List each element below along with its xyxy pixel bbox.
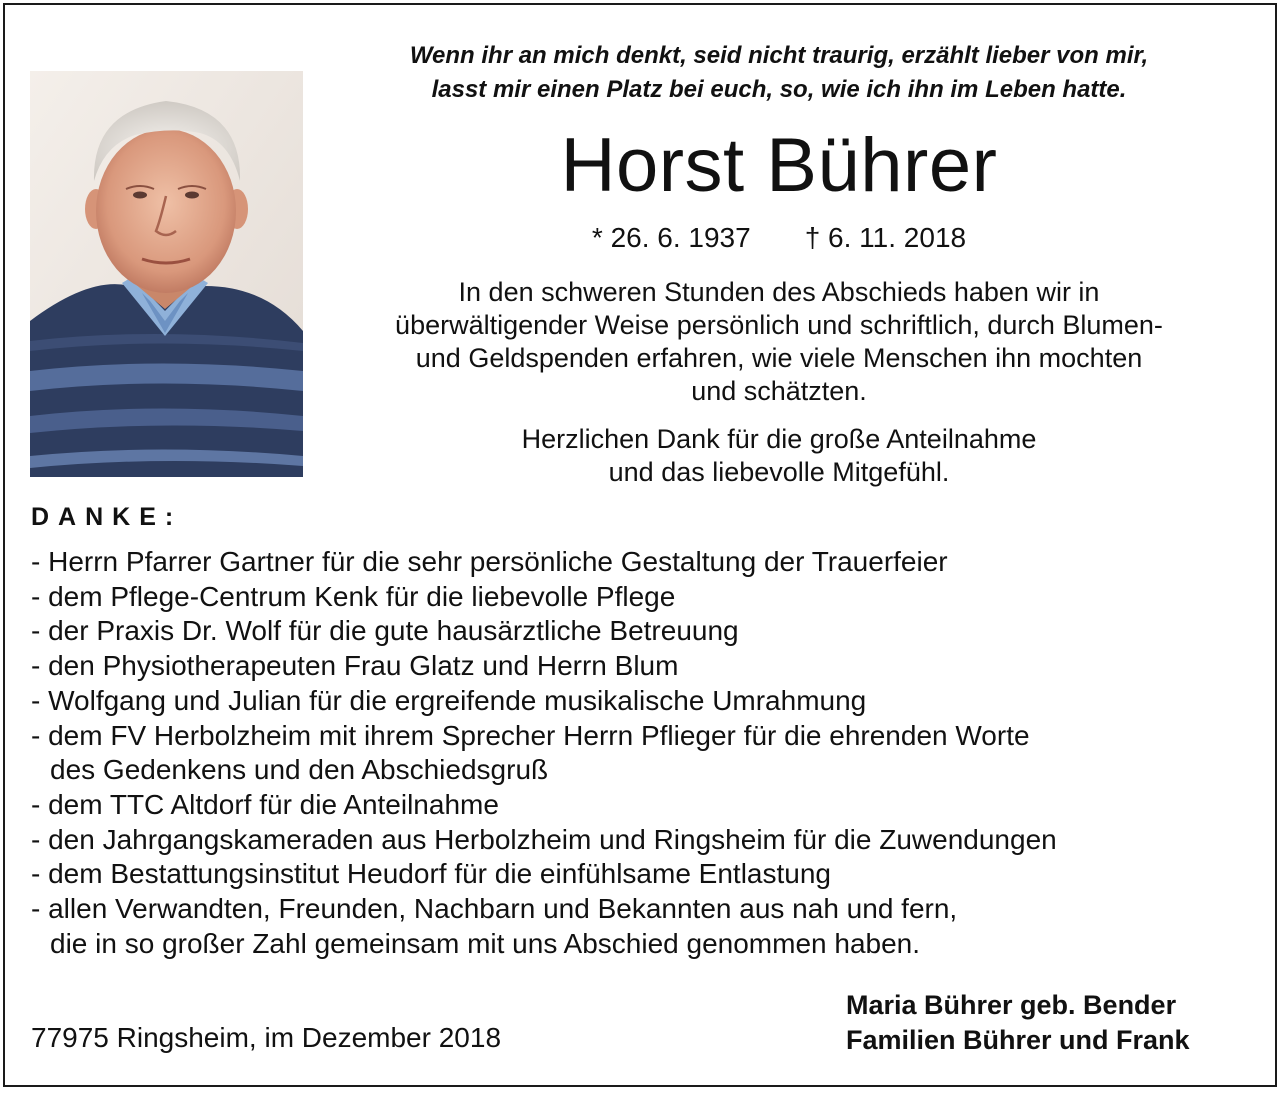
- list-item: - den Jahrgangskameraden aus Herbolzheim und Ringsheim für die Zuwendungen: [31, 823, 1057, 855]
- list-item: - Wolfgang und Julian für die ergreifende musikalische Umrahmung: [31, 684, 867, 716]
- list-item: - dem FV Herbolzheim mit ihrem Sprecher Herrn Pflieger für die ehrenden Worte: [31, 719, 1030, 751]
- obituary-notice: [3, 3, 1277, 1087]
- gratitude-line: und das liebevolle Mitgefühl.: [608, 457, 950, 487]
- death-date: † 6. 11. 2018: [804, 222, 967, 253]
- list-item: - dem Pflege-Centrum Kenk für die liebevolle Pflege: [31, 580, 676, 612]
- signer-line: Familien Bührer und Frank: [846, 1025, 1190, 1055]
- danke-heading: DANKE:: [31, 503, 183, 531]
- portrait-photo: [30, 71, 303, 477]
- list-item-continuation: die in so großer Zahl gemeinsam mit uns Abschied genommen haben.: [50, 927, 921, 959]
- list-item: - dem TTC Altdorf für die Anteilnahme: [31, 788, 499, 820]
- gratitude-line: Herzlichen Dank für die große Anteilnahme: [521, 424, 1037, 454]
- signers: [846, 988, 1190, 1058]
- place-and-date: 77975 Ringsheim, im Dezember 2018: [31, 1022, 502, 1053]
- list-item: - dem Bestattungsinstitut Heudorf für die einfühlsame Entlastung: [31, 858, 831, 890]
- danke-list: [31, 545, 1261, 961]
- list-item: - der Praxis Dr. Wolf für die gute hausärztliche Betreuung: [31, 615, 739, 647]
- list-item-continuation: des Gedenkens und den Abschiedsgruß: [50, 754, 549, 786]
- list-item: - allen Verwandten, Freunden, Nachbarn und Bekannten aus nah und fern,: [31, 893, 958, 925]
- signer-line: Maria Bührer geb. Bender: [846, 990, 1177, 1020]
- thanks-paragraph-line: und schätzten.: [691, 376, 867, 406]
- birth-date: * 26. 6. 1937: [591, 222, 751, 253]
- list-item: - den Physiotherapeuten Frau Glatz und Herrn Blum: [31, 650, 679, 682]
- memorial-quote: [323, 39, 1235, 107]
- gratitude-paragraph: [323, 423, 1235, 489]
- deceased-name: Horst Bührer: [560, 123, 998, 208]
- quote-line-2: lasst mir einen Platz bei euch, so, wie ich ihn im Leben hatte.: [431, 76, 1127, 103]
- thanks-paragraph-line: In den schweren Stunden des Abschieds haben wir in: [458, 277, 1100, 307]
- thanks-paragraph-line: und Geldspenden erfahren, wie viele Menschen ihn mochten: [415, 343, 1143, 373]
- quote-line-1: Wenn ihr an mich denkt, seid nicht traurig, erzählt lieber von mir,: [409, 42, 1149, 69]
- thanks-paragraph: [311, 276, 1247, 408]
- list-item: - Herrn Pfarrer Gartner für die sehr persönliche Gestaltung der Trauerfeier: [31, 546, 948, 577]
- life-dates: [323, 220, 1235, 256]
- thanks-paragraph-line: überwältigender Weise persönlich und schriftlich, durch Blumen-: [395, 310, 1163, 340]
